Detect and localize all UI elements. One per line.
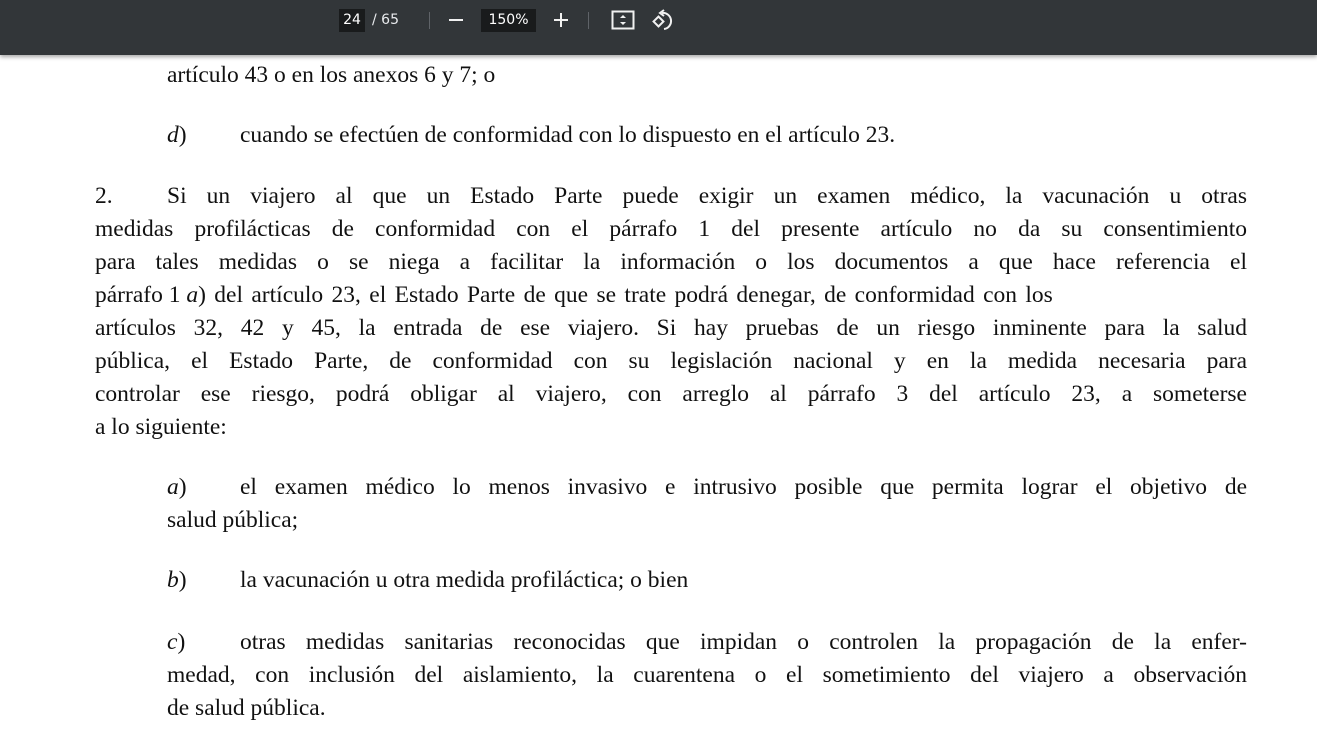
item-label-paren: ) <box>178 474 187 500</box>
paragraph-number: 2. <box>95 183 113 209</box>
plus-icon <box>553 12 569 28</box>
paragraph-line: a lo siguiente: <box>95 414 227 440</box>
list-item-c-text: de salud pública. <box>167 695 326 721</box>
line-text: párrafo 1 <box>95 282 187 308</box>
zoom-level-input[interactable] <box>481 9 536 32</box>
paragraph-line: controlar ese riesgo, podrá obligar al viajero, con arreglo al párrafo 3 del artículo 23, a someterse <box>95 381 1247 407</box>
paragraph-line: artículos 32, 42 y 45, la entrada de ese viajero. Si hay pruebas de un riesgo inminente para la salud <box>95 315 1247 341</box>
item-label: a <box>167 474 179 500</box>
page-total: / 65 <box>372 12 399 28</box>
paragraph-line <box>95 284 1247 308</box>
pdf-toolbar <box>0 0 1317 55</box>
fit-to-page-icon <box>611 10 635 30</box>
list-item-a-text: el examen médico lo menos invasivo e intrusivo posible que permita lograr el objetivo de <box>240 474 1247 500</box>
toolbar-divider <box>429 12 430 29</box>
list-item-c-text: otras medidas sanitarias reconocidas que impidan o controlen la propagación de la enfer- <box>240 629 1247 655</box>
list-item-a-label <box>167 476 187 500</box>
list-item-b-label <box>167 569 187 593</box>
paragraph-line: para tales medidas o se niega a facilitar la información o los documentos a que hace referencia el <box>95 249 1247 275</box>
item-label: d <box>167 122 179 148</box>
list-item-d-text: cuando se efectúen de conformidad con lo dispuesto en el artículo 23. <box>240 122 896 148</box>
toolbar-divider <box>588 12 589 29</box>
paragraph-line: medidas profilácticas de conformidad con el párrafo 1 del presente artículo no da su consentimiento <box>95 216 1247 242</box>
rotate-button[interactable] <box>649 6 677 34</box>
italic-ref: a <box>186 282 199 308</box>
list-item-c-text: medad, con inclusión del aislamiento, la cuarentena o el sometimiento del viajero a observación <box>167 662 1247 688</box>
item-label-paren: ) <box>177 629 186 655</box>
minus-icon <box>448 12 464 28</box>
item-label-paren: ) <box>178 122 187 148</box>
list-item-c-label <box>167 631 185 655</box>
continued-text-line: artículo 43 o en los anexos 6 y 7; o <box>167 62 496 88</box>
item-label: c <box>167 629 178 655</box>
pdf-page <box>0 55 1317 741</box>
rotate-counterclockwise-icon <box>651 8 675 32</box>
paragraph-line: pública, el Estado Parte, de conformidad con su legislación nacional y en la medida necesaria para <box>95 348 1247 374</box>
fit-to-page-button[interactable] <box>609 6 637 34</box>
item-label: b <box>167 567 179 593</box>
list-item-b-text: la vacunación u otra medida profiláctica; o bien <box>240 567 689 593</box>
paragraph-line: Si un viajero al que un Estado Parte puede exigir un examen médico, la vacunación u otras <box>167 183 1247 209</box>
item-label-paren: ) <box>178 567 187 593</box>
list-item-a-text: salud pública; <box>167 507 299 533</box>
zoom-in-button[interactable] <box>547 6 575 34</box>
line-text: ) del artículo 23, el Estado Parte de que se trate podrá denegar, de conformidad con los <box>198 282 1053 308</box>
zoom-out-button[interactable] <box>442 6 470 34</box>
list-item-d <box>167 124 187 148</box>
page-number-input[interactable] <box>339 9 365 32</box>
